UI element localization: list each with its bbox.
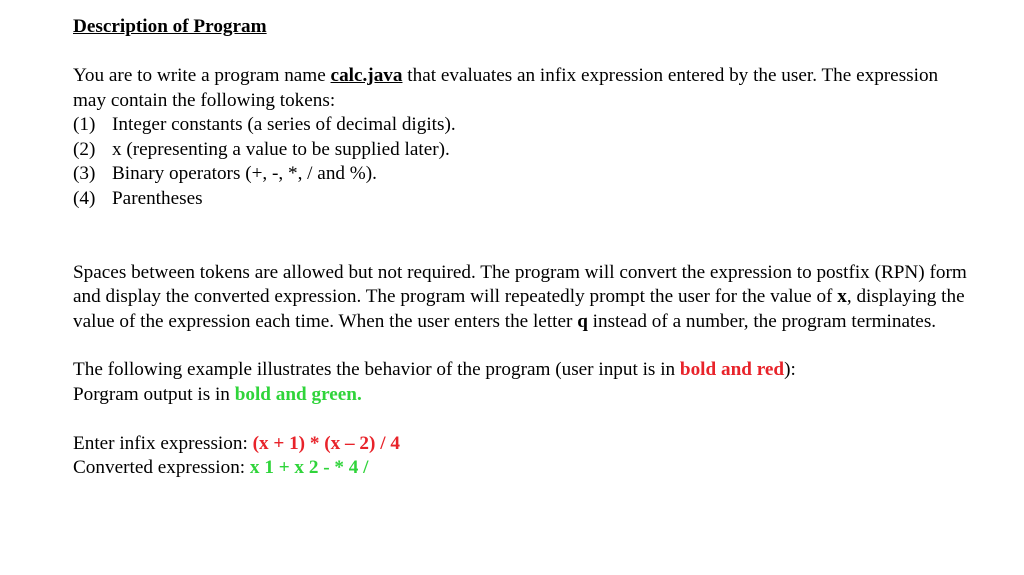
example-text-after: ): [784, 359, 796, 381]
green-legend: bold and green. [234, 383, 362, 405]
spaces-text-1: Spaces between tokens are allowed but not required. The program will convert the expression to postfix (RPN) form and display the converted expression. The program will repeatedly prompt the user for the value of [73, 261, 967, 308]
example-text-before: The following example illustrates the behavior of the program (user input is in [73, 359, 680, 381]
list-item [73, 113, 973, 138]
list-item [73, 138, 973, 163]
list-number: (1) [73, 114, 96, 136]
filename: calc.java [330, 65, 403, 86]
intro-text-before: You are to write a program name [73, 65, 331, 86]
list-text: x (representing a value to be supplied later). [112, 138, 450, 160]
converted-label: Converted expression: [73, 457, 250, 479]
program-output-expression: x 1 + x 2 - * 4 / [249, 457, 369, 479]
user-input-expression: (x + 1) * (x – 2) / 4 [252, 432, 400, 454]
spaces-text-2: , displaying the value of the expression each time. When the user enters the letter [73, 286, 965, 332]
token-list [73, 113, 973, 211]
list-item [73, 162, 973, 187]
red-legend: bold and red [679, 359, 785, 381]
output-text-before: Porgram output is in [73, 383, 235, 405]
document-page [73, 15, 973, 481]
example-intro-line [73, 358, 973, 383]
output-legend-line [73, 383, 973, 408]
quit-letter: q [577, 310, 588, 332]
list-text: Binary operators (+, -, *, / and %). [112, 163, 377, 185]
intro-text-after: that evaluates an infix expression entered by the user. The expression may contain the following tokens: [73, 65, 939, 111]
intro-paragraph [73, 64, 973, 113]
spaces-paragraph [73, 261, 973, 335]
enter-expression-line [73, 432, 973, 457]
list-number: (4) [73, 187, 96, 209]
enter-label: Enter infix expression: [73, 432, 253, 454]
list-item [73, 187, 973, 212]
list-text: Parentheses [112, 187, 203, 209]
spaces-text-3: instead of a number, the program terminates. [587, 310, 937, 332]
page-title: Description of Program [73, 16, 267, 37]
list-text: Integer constants (a series of decimal digits). [112, 114, 456, 136]
list-number: (3) [73, 163, 96, 185]
list-number: (2) [73, 138, 96, 160]
variable-x: x [837, 286, 847, 308]
converted-expression-line [73, 456, 973, 481]
